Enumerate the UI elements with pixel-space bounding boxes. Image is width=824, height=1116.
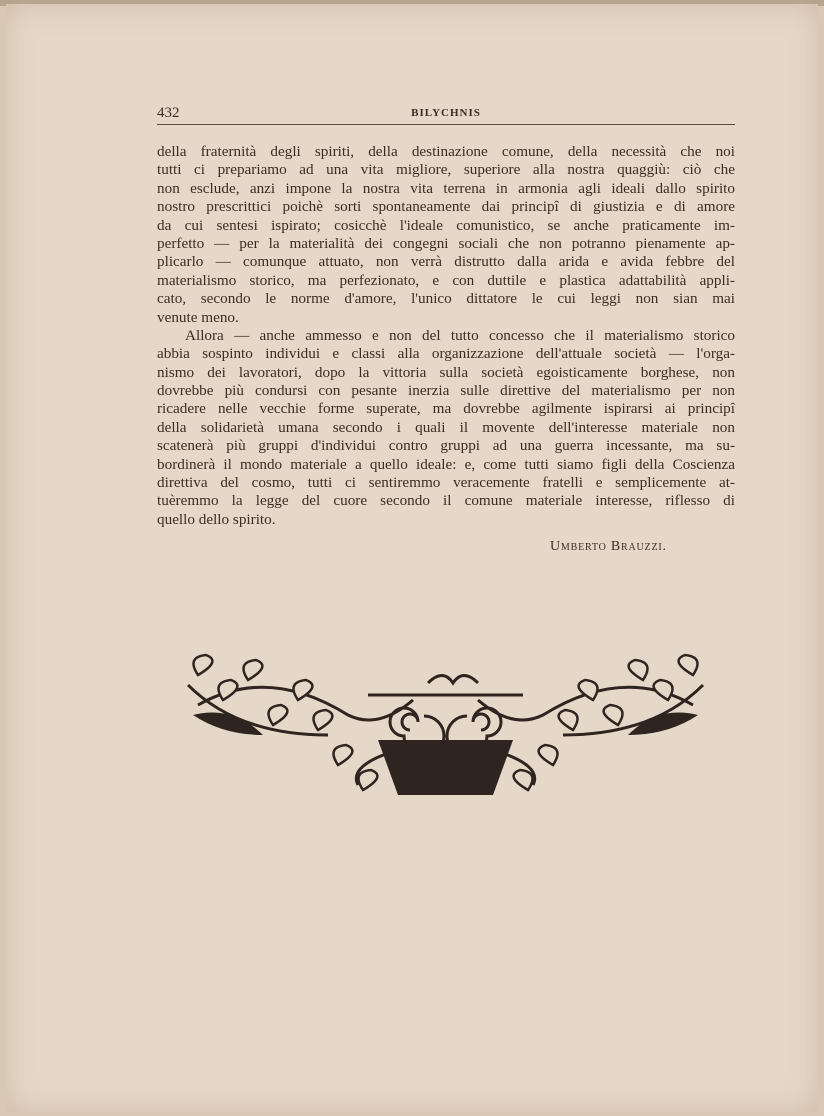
author-signature: Umberto Brauzzi. bbox=[550, 539, 667, 554]
running-title: BILYCHNIS bbox=[411, 107, 481, 119]
text-line: plicarlo — comunque attuato, non verrà distrutto dalla arida e avida febbre del bbox=[157, 253, 735, 271]
text-line: della solidarietà umana secondo i quali il movente dell'interesse materiale non bbox=[157, 418, 735, 436]
text-line: abbia sospinto individui e classi alla organizzazione dell'attuale società — l'orga- bbox=[157, 345, 735, 363]
text-line: venute meno. bbox=[157, 308, 239, 326]
text-line: dovrebbe più condursi con pesante inerzia sulle direttive del materialismo per non bbox=[157, 382, 735, 400]
text-line: bordinerà il mondo materiale a quello ideale: e, come tutti siamo figli della Coscienza bbox=[157, 455, 735, 473]
paragraph-1 bbox=[157, 143, 735, 327]
text-line: nostro prescrittici poichè sorti spontaneamente dai principî di giustizia e di amore bbox=[157, 198, 735, 216]
text-line: tuèremmo la legge del cuore secondo il comune materiale interesse, riflesso di bbox=[157, 492, 735, 510]
text-line: scatenerà più gruppi d'individui contro gruppi ad una guerra incessante, ma su- bbox=[157, 437, 735, 455]
text-line: non esclude, anzi impone la nostra vita terrena in armonia agli ideali dallo spirito bbox=[157, 179, 735, 197]
text-line: tutti ci prepariamo ad una vita migliore, superiore alla nostra quaggiù: ciò che bbox=[157, 161, 735, 179]
text-line: ricadere nelle vecchie forme superate, ma dovrebbe agilmente ispirarsi ai principî bbox=[157, 400, 735, 418]
text-line: direttiva del cosmo, tutti ci sentiremmo veracemente fratelli e semplicemente at- bbox=[157, 474, 735, 492]
text-line: quello dello spirito. bbox=[157, 510, 276, 528]
text-line: nismo dei lavoratori, dopo la vittoria sulla società egoisticamente borghese, non bbox=[157, 363, 735, 381]
page-number: 432 bbox=[157, 105, 180, 121]
text-line: materialismo storico, ma perfezionato, e con duttile e plastica adattabilità appli- bbox=[157, 271, 735, 289]
text-line: perfetto — per la materialità dei congegni sociali che non potranno pienamente ap- bbox=[157, 234, 735, 252]
page-header bbox=[157, 104, 735, 125]
article-body bbox=[157, 143, 735, 529]
floral-vase-ornament bbox=[178, 645, 713, 805]
text-line: da cui sentesi ispirato; cosicchè l'ideale comunistico, se anche praticamente im- bbox=[157, 216, 735, 234]
text-line: della fraternità degli spiriti, della destinazione comune, della necessità che noi bbox=[157, 143, 735, 160]
text-line: cato, secondo le norme d'amore, l'unico dittatore le cui leggi non sian mai bbox=[157, 290, 735, 308]
text-line: Allora — anche ammesso e non del tutto concesso che il materialismo storico bbox=[185, 326, 735, 344]
paragraph-2 bbox=[157, 327, 735, 529]
